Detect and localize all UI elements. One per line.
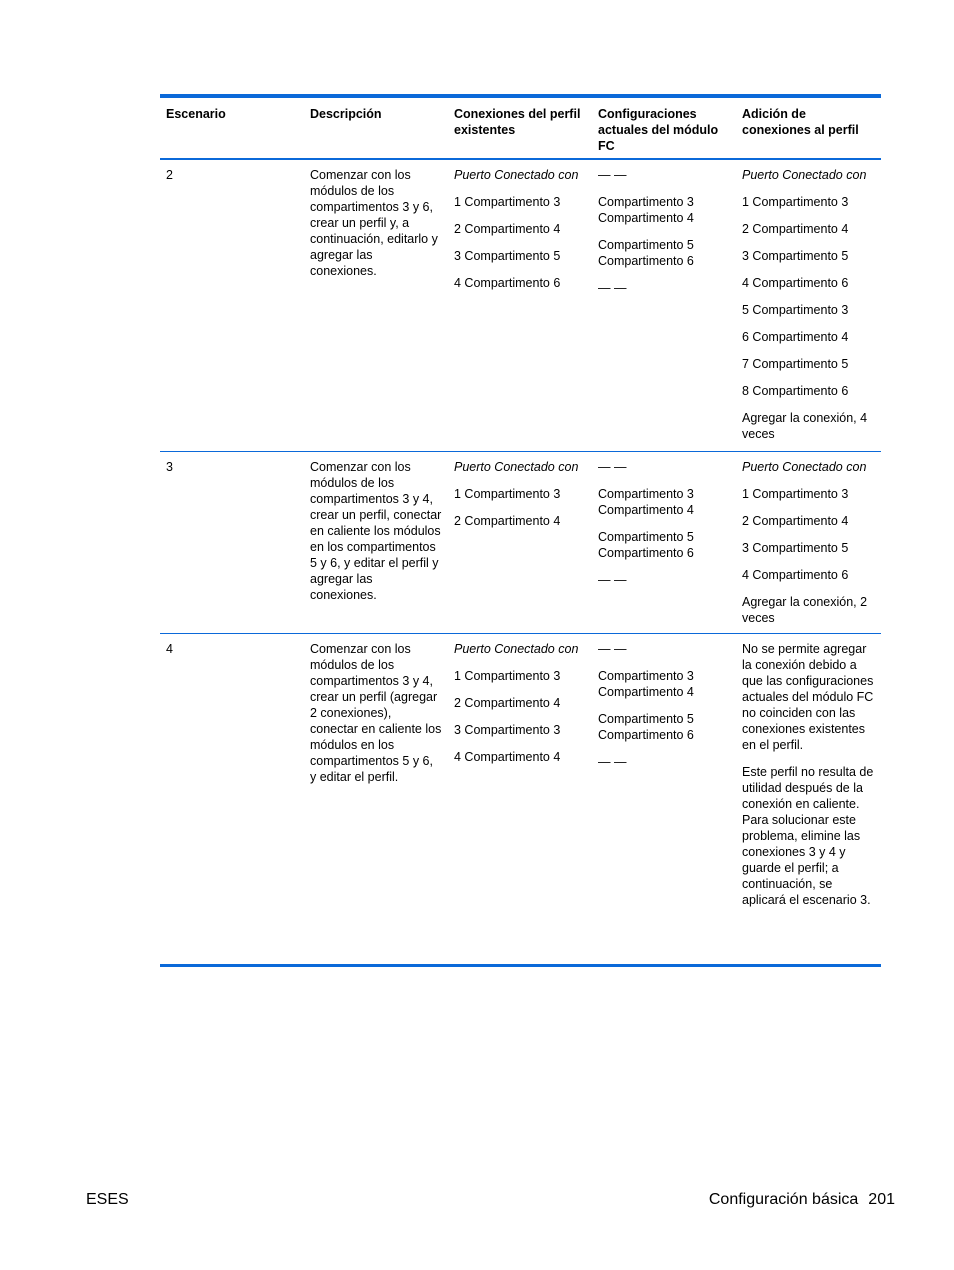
list-item: — — (598, 573, 627, 587)
list-item: 7 Compartimento 5 (742, 357, 849, 371)
list-item: No se permite agregar la conexión debido a que las configuraciones actuales del módulo FC no coinciden con las conexiones existentes en el perfil. (742, 642, 874, 752)
list-item: Compartimento 5 Compartimento 6 (598, 238, 694, 268)
header-escenario: Escenario (166, 107, 226, 121)
list-item: 3 Compartimento 5 (742, 249, 849, 263)
list-item: — — (598, 168, 627, 182)
list-item: Compartimento 5 Compartimento 6 (598, 530, 694, 560)
list-item: 3 Compartimento 3 (454, 723, 561, 737)
table-row (160, 452, 881, 634)
list-item: Compartimento 5 Compartimento 6 (598, 712, 694, 742)
list-item: Agregar la conexión, 4 veces (742, 411, 868, 441)
list-item: — — (598, 642, 627, 656)
footer-page-info (709, 1191, 895, 1209)
page-number: 201 (868, 1191, 895, 1208)
list-item: Puerto Conectado con (454, 460, 579, 474)
list-item: 3 Compartimento 5 (742, 541, 849, 555)
header-adicion-conexiones: Adición de conexiones al perfil (742, 107, 859, 137)
current-config-cell (592, 160, 736, 451)
list-item: 2 Compartimento 4 (454, 696, 561, 710)
list-item: 4 Compartimento 6 (742, 276, 849, 290)
list-item: 5 Compartimento 3 (742, 303, 849, 317)
list-item: Puerto Conectado con (742, 460, 867, 474)
existing-connections-cell (448, 160, 592, 451)
description-cell: Comenzar con los módulos de los compartimentos 3 y 4, crear un perfil, conectar en caliente los módulos en los compartimentos 5 y 6, y editar el perfil y agregar las conexiones. (310, 460, 442, 602)
list-item: Puerto Conectado con (742, 168, 867, 182)
list-item: 8 Compartimento 6 (742, 384, 849, 398)
list-item: Puerto Conectado con (454, 168, 579, 182)
list-item: 2 Compartimento 4 (742, 514, 849, 528)
existing-connections-cell (448, 452, 592, 633)
header-configuraciones-actuales: Configuraciones actuales del módulo FC (598, 107, 719, 153)
footer-locale: ESES (86, 1191, 129, 1208)
scenario-table (160, 94, 881, 967)
current-config-cell (592, 452, 736, 633)
list-item: Compartimento 3 Compartimento 4 (598, 487, 694, 517)
list-item: 1 Compartimento 3 (454, 669, 561, 683)
list-item: 2 Compartimento 4 (454, 222, 561, 236)
list-item: Este perfil no resulta de utilidad después de la conexión en caliente. Para solucionar este problema, elimine las conexiones 3 y 4 y guarde el perfil; a continuación, se aplicará el escenario 3. (742, 765, 874, 907)
table-header (160, 98, 881, 160)
list-item: Compartimento 3 Compartimento 4 (598, 195, 694, 225)
header-conexiones-existentes: Conexiones del perfil existentes (454, 107, 581, 137)
table-row (160, 160, 881, 452)
adding-connections-cell (736, 452, 881, 633)
scenario-cell: 2 (166, 168, 173, 182)
list-item: Compartimento 3 Compartimento 4 (598, 669, 694, 699)
list-item: 1 Compartimento 3 (742, 195, 849, 209)
list-item: Puerto Conectado con (454, 642, 579, 656)
list-item: 1 Compartimento 3 (454, 487, 561, 501)
adding-connections-cell (736, 634, 881, 964)
description-cell: Comenzar con los módulos de los compartimentos 3 y 6, crear un perfil y, a continuación, editarlo y agregar las conexiones. (310, 168, 438, 278)
scenario-cell: 4 (166, 642, 173, 656)
list-item: 4 Compartimento 6 (742, 568, 849, 582)
list-item: 2 Compartimento 4 (454, 514, 561, 528)
list-item: 3 Compartimento 5 (454, 249, 561, 263)
list-item: 4 Compartimento 6 (454, 276, 561, 290)
list-item: Agregar la conexión, 2 veces (742, 595, 868, 625)
table-row (160, 634, 881, 964)
list-item: 2 Compartimento 4 (742, 222, 849, 236)
list-item: 4 Compartimento 4 (454, 750, 561, 764)
header-descripcion: Descripción (310, 107, 382, 121)
list-item: 1 Compartimento 3 (454, 195, 561, 209)
list-item: 1 Compartimento 3 (742, 487, 849, 501)
list-item: 6 Compartimento 4 (742, 330, 849, 344)
description-cell: Comenzar con los módulos de los compartimentos 3 y 4, crear un perfil (agregar 2 conexiones), conectar en caliente los módulos en los compartimentos 5 y 6, y editar el perfil. (310, 642, 442, 784)
list-item: — — (598, 460, 627, 474)
adding-connections-cell (736, 160, 881, 451)
scenario-cell: 3 (166, 460, 173, 474)
list-item: — — (598, 281, 627, 295)
existing-connections-cell (448, 634, 592, 964)
list-item: — — (598, 755, 627, 769)
footer-section-title: Configuración básica (708, 1191, 859, 1208)
current-config-cell (592, 634, 736, 964)
